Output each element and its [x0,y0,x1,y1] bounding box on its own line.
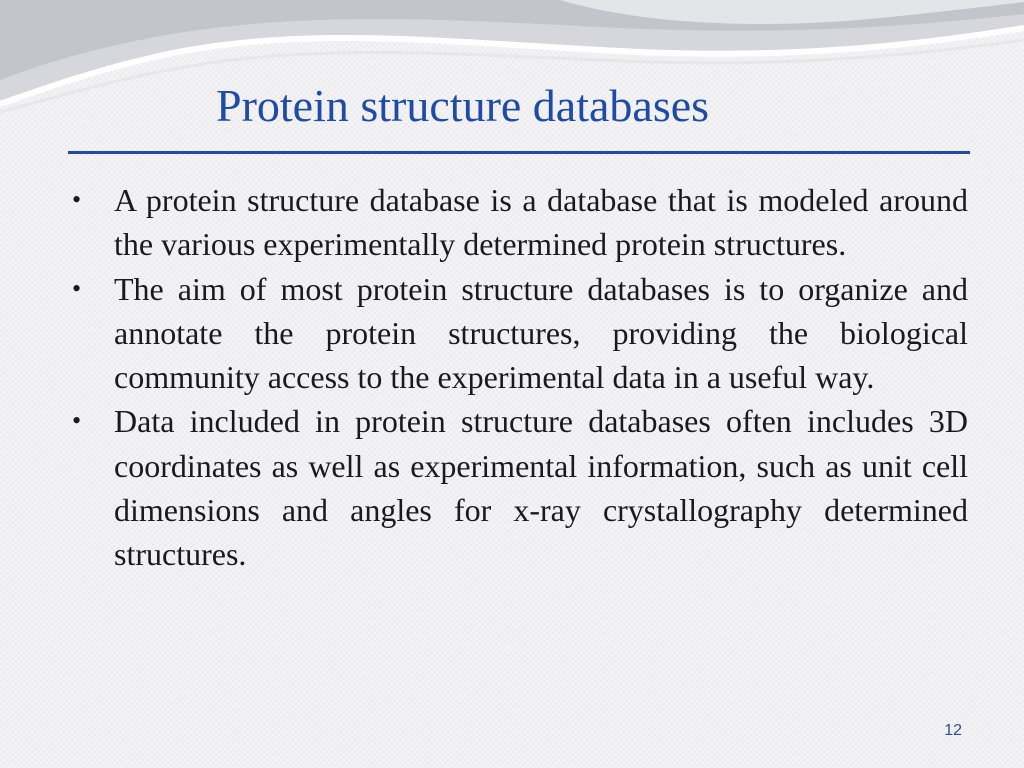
slide-title: Protein structure databases [216,80,710,131]
bullet-item [70,399,968,576]
bullet-text: Data included in protein structure databases often includes 3D coordinates as well as experimental information, such as unit cell dimensions and angles for x-ray crystallography determined structures. [114,403,968,573]
title-underline [68,151,970,154]
bullet-marker: • [72,273,82,303]
bullet-text: The aim of most protein structure databases is to organize and annotate the protein structures, providing the biological community access to the experimental data in a useful way. [114,270,968,396]
bullet-text: A protein structure database is a database that is modeled around the various experimentally determined protein structures. [114,182,968,263]
bullet-item [70,267,968,400]
bullet-list [70,178,968,577]
bullet-item [70,178,968,267]
bullet-marker: • [72,406,82,436]
page-number: 12 [944,722,962,739]
bullet-marker: • [72,185,82,214]
